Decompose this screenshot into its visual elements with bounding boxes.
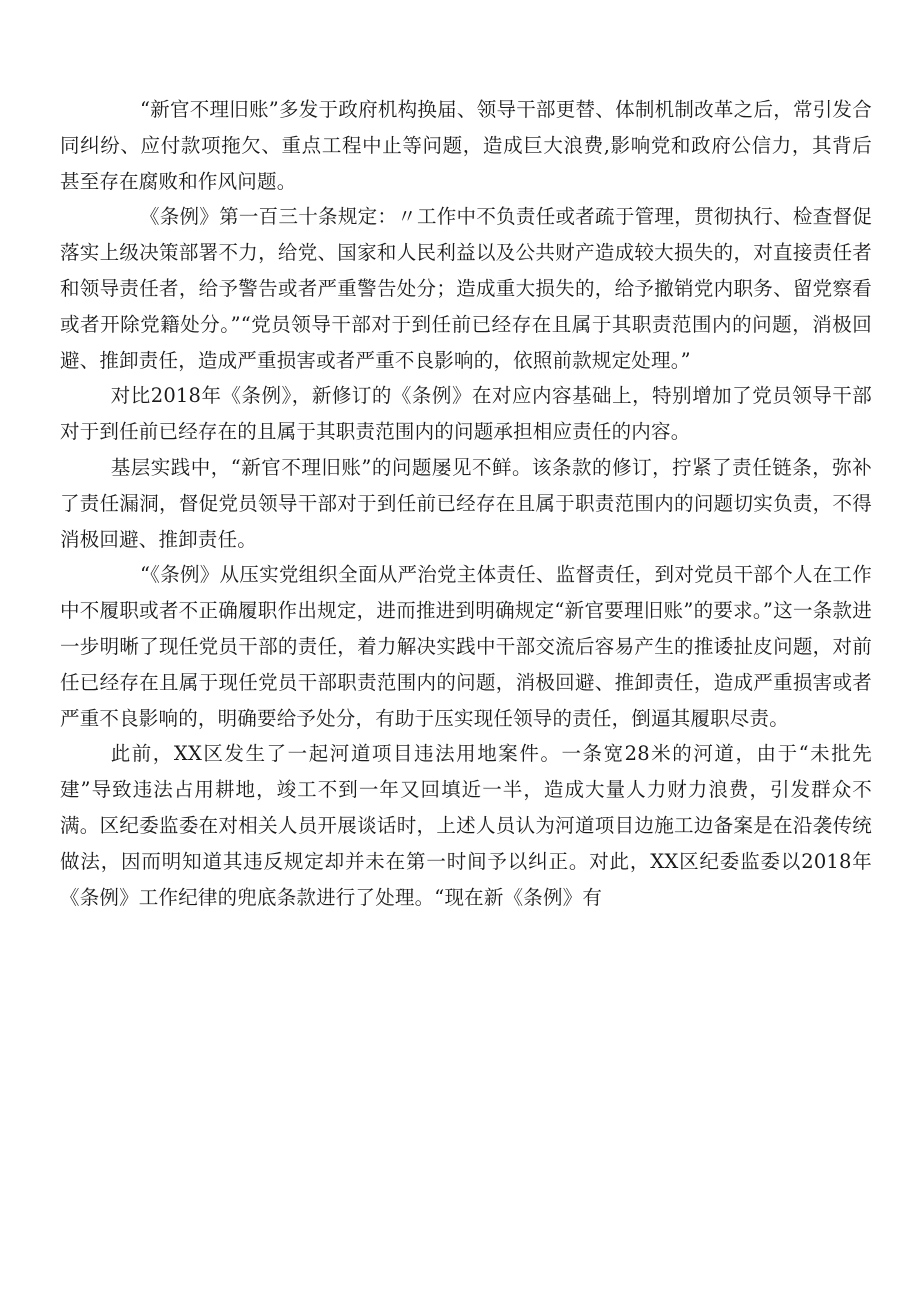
document-body bbox=[60, 92, 872, 915]
paragraph-6: 此前，XX区发生了一起河道项目违法用地案件。一条宽28米的河道，由于“未批先建”导致违法占用耕地，竣工不到一年又回填近一半，造成大量人力财力浪费，引发群众不满。区纪委监委在对相关人员开展谈话时，上述人员认为河道项目边施工边备案是在沿袭传统做法，因而明知道其违反规定却并未在第一时间予以纠正。对此，XX区纪委监委以2018年《条例》工作纪律的兜底条款进行了处理。“现在新《条例》有 bbox=[60, 742, 872, 909]
paragraph-3: 对比2018年《条例》，新修订的《条例》在对应内容基础上，特别增加了党员领导干部对于到任前已经存在的且属于其职责范围内的问题承担相应责任的内容。 bbox=[60, 384, 872, 444]
paragraph-1: “新官不理旧账”多发于政府机构换届、领导干部更替、体制机制改革之后，常引发合同纠纷、应付款项拖欠、重点工程中止等问题，造成巨大浪费,影响党和政府公信力，其背后甚至存在腐败和作风问题。 bbox=[60, 98, 872, 193]
paragraph-2: 《条例》第一百三十条规定：〃工作中不负责任或者疏于管理，贯彻执行、检查督促落实上级决策部署不力，给党、国家和人民利益以及公共财产造成较大损失的，对直接责任者和领导责任者，给予警告或者严重警告处分；造成重大损失的，给予撤销党内职务、留党察看或者开除党籍处分。”“党员领导干部对于到任前已经存在且属于其职责范围内的问题，消极回避、推卸责任，造成严重损害或者严重不良影响的，依照前款规定处理。” bbox=[60, 205, 872, 372]
paragraph-5: “《条例》从压实党组织全面从严治党主体责任、监督责任，到对党员干部个人在工作中不履职或者不正确履职作出规定，进而推进到明确规定“新官要理旧账”的要求。”这一条款进一步明晰了现任党员干部的责任，着力解决实践中干部交流后容易产生的推诿扯皮问题，对前任已经存在且属于现任党员干部职责范围内的问题，消极回避、推卸责任，造成严重损害或者严重不良影响的，明确要给予处分，有助于压实现任领导的责任，倒逼其履职尽责。 bbox=[60, 563, 872, 730]
paragraph-4: 基层实践中，“新官不理旧账”的问题屡见不鲜。该条款的修订，拧紧了责任链条，弥补了责任漏洞，督促党员领导干部对于到任前已经存在且属于职责范围内的问题切实负责，不得消极回避、推卸责任。 bbox=[60, 455, 872, 551]
